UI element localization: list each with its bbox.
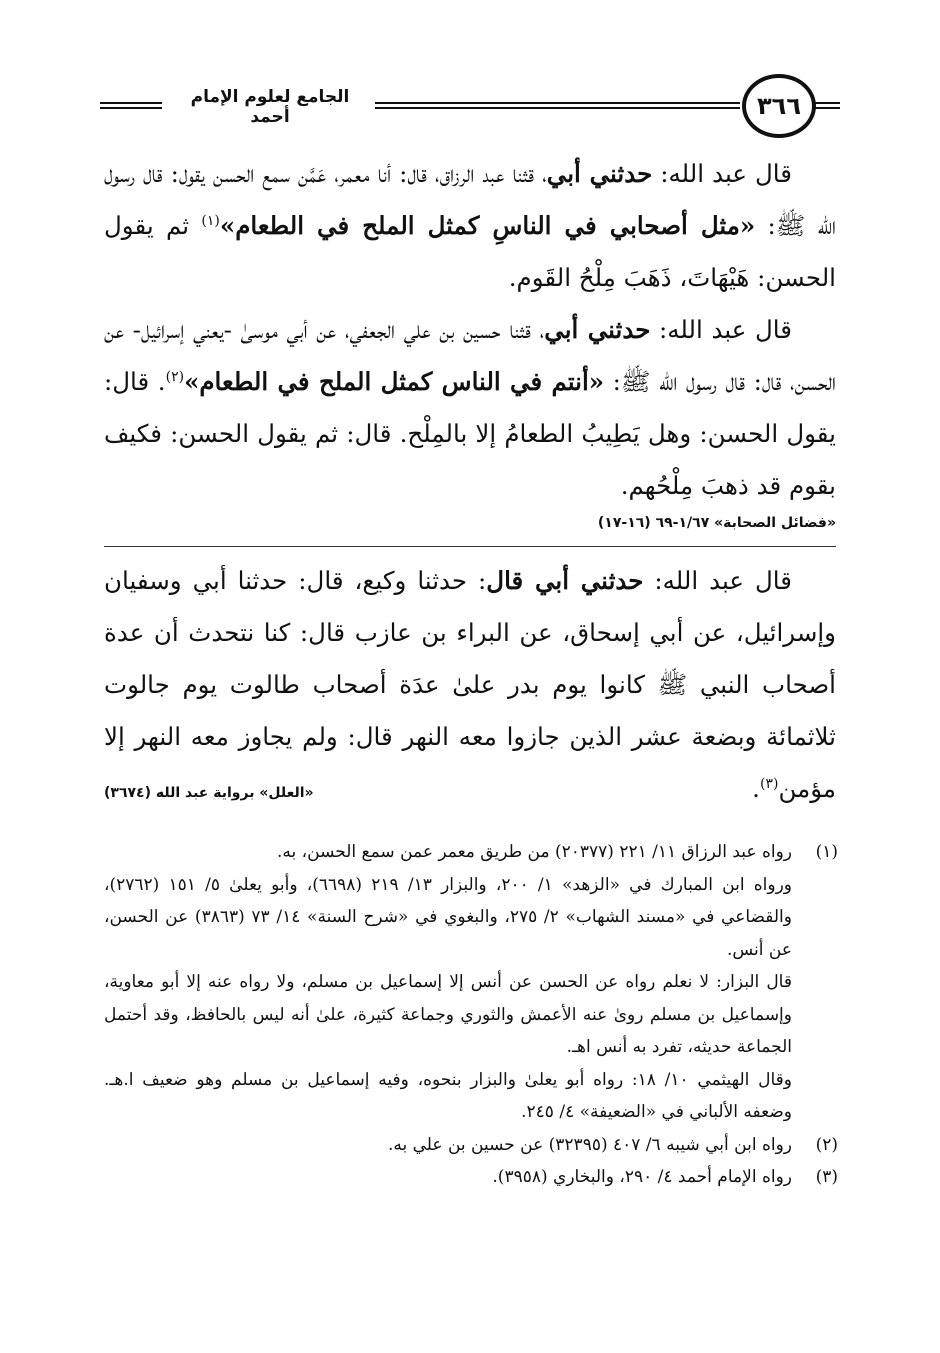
header-rule-left bbox=[100, 102, 162, 109]
footnote-ref-2[interactable]: (٢) bbox=[165, 368, 185, 385]
text: . قال: يقول الحسن: وهل يَطِيبُ الطعامُ إلا بالمِلْح. قال: ثم يقول الحسن: فكيف بقوم قد ذهبَ مِلْحُهم. bbox=[104, 367, 836, 500]
footnote-ref-1[interactable]: (١) bbox=[201, 212, 220, 229]
page-header bbox=[100, 72, 840, 142]
paragraph-1 bbox=[104, 148, 836, 304]
footnote-1 bbox=[104, 836, 838, 1129]
page-number: ٣٦٦ bbox=[742, 74, 816, 138]
footnote-line: رواه عبد الرزاق ١١/ ٢٢١ (٢٠٣٧٧) من طريق معمر عمن سمع الحسن، به. bbox=[277, 842, 792, 862]
footnote-line: قال البزار: لا نعلم رواه عن الحسن عن أنس إلا إسماعيل بن مسلم، ولا رواه عنه إلا أبو معاوية، وإسماعيل بن مسلم روىٰ عنه الأعمش والثوري وجماعة كثيرة، علىٰ أنه ليس بالحافظ، وقد أحتمل الجماعة حديثه، تفرد به أنس اهـ. bbox=[104, 972, 792, 1057]
text: ثم يقول الحسن: هَيْهَاتَ، ذَهَبَ مِلْحُ القَوم. bbox=[104, 211, 836, 292]
section-divider bbox=[104, 546, 836, 547]
text: . bbox=[752, 774, 760, 803]
running-title: الجامع لعلوم الإمام أحمد bbox=[190, 87, 350, 127]
bold-text: حدثني أبي bbox=[546, 159, 653, 188]
footnote-line: رواه ابن أبي شيبه ٦/ ٤٠٧ (٣٢٣٩٥) عن حسين بن علي به. bbox=[387, 1134, 792, 1155]
footnote-number: (٣) bbox=[815, 1167, 838, 1187]
footnote-line: وقال الهيثمي ١٠/ ١٨: رواه أبو يعلىٰ والبزار بنحوه، وفيه إسماعيل بن مسلم وهو ضعيف ا.هـ. وضعفه الألباني في «الضعيفة» ٤/ ٢٤٥. bbox=[104, 1069, 793, 1122]
main-text bbox=[104, 148, 836, 819]
text: قال عبد الله: bbox=[643, 566, 792, 595]
header-rule-right bbox=[812, 102, 840, 109]
footnote-body bbox=[104, 836, 792, 1129]
source-citation-2: «العلل» برواية عبد الله (٣٦٧٤) bbox=[104, 785, 314, 801]
bold-text: حدثني أبي قال bbox=[486, 566, 644, 595]
header-rule-middle bbox=[375, 102, 740, 109]
paragraph-2 bbox=[104, 304, 836, 512]
text: ، قثنا عبد الرزاق، قال: أنا معمر، عَمَّن سمع الحسن يقول: قال رسول الله ﷺ: bbox=[104, 159, 837, 240]
footnote-number: (٢) bbox=[815, 1134, 838, 1155]
footnotes bbox=[104, 836, 838, 1194]
paragraph-3 bbox=[104, 555, 836, 815]
hadith-quote: «مثل أصحابي في الناسِ كمثل الملح في الطعام» bbox=[219, 211, 756, 240]
footnote-number: (١) bbox=[815, 842, 838, 862]
source-citation-1: «فضائل الصحابة» ١/٦٧-٦٩ (١٦-١٧) bbox=[597, 515, 836, 531]
text: قال عبد الله: bbox=[650, 315, 792, 344]
footnote-2 bbox=[104, 1129, 838, 1162]
footnote-ref-3[interactable]: (٣) bbox=[759, 775, 779, 792]
bold-text: حدثني أبي bbox=[544, 315, 651, 344]
text: قال عبد الله: bbox=[652, 159, 792, 188]
footnote-body bbox=[104, 1161, 792, 1194]
footnote-body bbox=[104, 1129, 792, 1162]
text: ، قثنا حسين بن علي الجعفي، عن أبي موسىٰ -يعني إسرائيل- عن الحسن، قال: قال رسول الله ﷺ: bbox=[104, 315, 837, 396]
text: : حدثنا وكيع، قال: حدثنا أبي وسفيان وإسرائيل، عن أبي إسحاق، عن البراء بن عازب قال: كنا نتحدث أن عدة أصحاب النبي ﷺ كانوا يوم بدر علىٰ عدَة أصحاب طالوت يوم جالوت ثلاثمائة وبضعة عشر الذين جازوا معه النهر قال: ولم يجاوز معه النهر إلا مؤمن bbox=[104, 566, 836, 803]
footnote-line: رواه الإمام أحمد ٤/ ٢٩٠، والبخاري (٣٩٥٨). bbox=[492, 1167, 792, 1187]
footnote-3 bbox=[104, 1161, 838, 1194]
hadith-quote: «أنتم في الناس كمثل الملح في الطعام» bbox=[184, 367, 605, 396]
footnote-line: ورواه ابن المبارك في «الزهد» ١/ ٢٠٠، والبزار ١٣/ ٢١٩ (٦٦٩٨)، وأبو يعلىٰ ٥/ ١٥١ (٢٧٦٢)، والقضاعي في «مسند الشهاب» ٢/ ٢٧٥، والبغوي في «شرح السنة» ١٤/ ٧٣ (٣٨٦٣) عن الحسن، عن أنس. bbox=[104, 874, 792, 960]
